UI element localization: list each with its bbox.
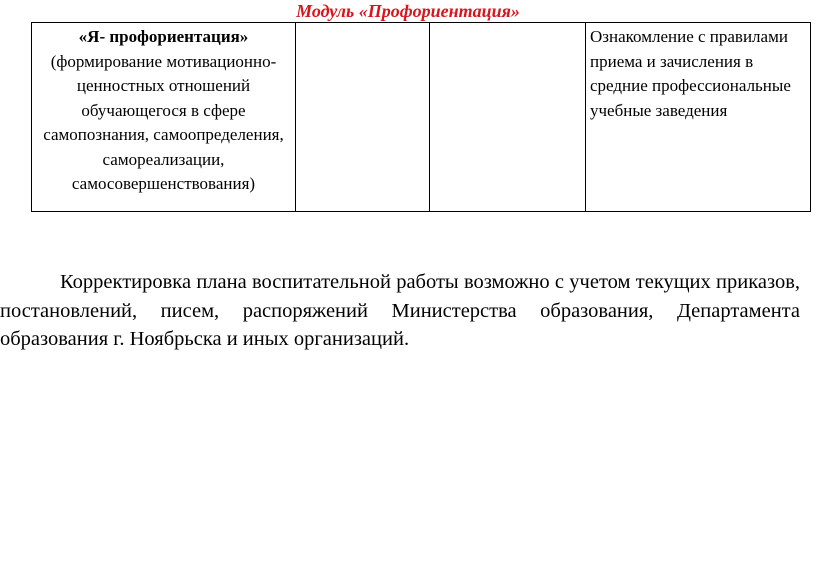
empty-cell-2: [296, 23, 430, 212]
body-paragraph: Корректировка плана воспитательной работы возможно с учетом текущих приказов, постановлений, писем, распоряжений Министерства образования, Департамента образования г. Ноябрьска и иных организаций.: [0, 271, 800, 350]
plan-table: [31, 22, 811, 212]
module-title: Модуль «Профориентация»: [296, 1, 520, 21]
topic-cell: [32, 23, 296, 212]
topic-description: (формирование мотивационно-ценностных отношений обучающегося в сфере самопознания, самоопределения, самореализации, самосовершенствования): [43, 51, 284, 193]
table-row: [32, 23, 811, 212]
topic-title: «Я- профориентация»: [78, 27, 249, 46]
empty-cell-3: [430, 23, 586, 212]
note-cell: Ознакомление с правилами приема и зачисления в средние профессиональные учебные заведения: [586, 23, 811, 212]
